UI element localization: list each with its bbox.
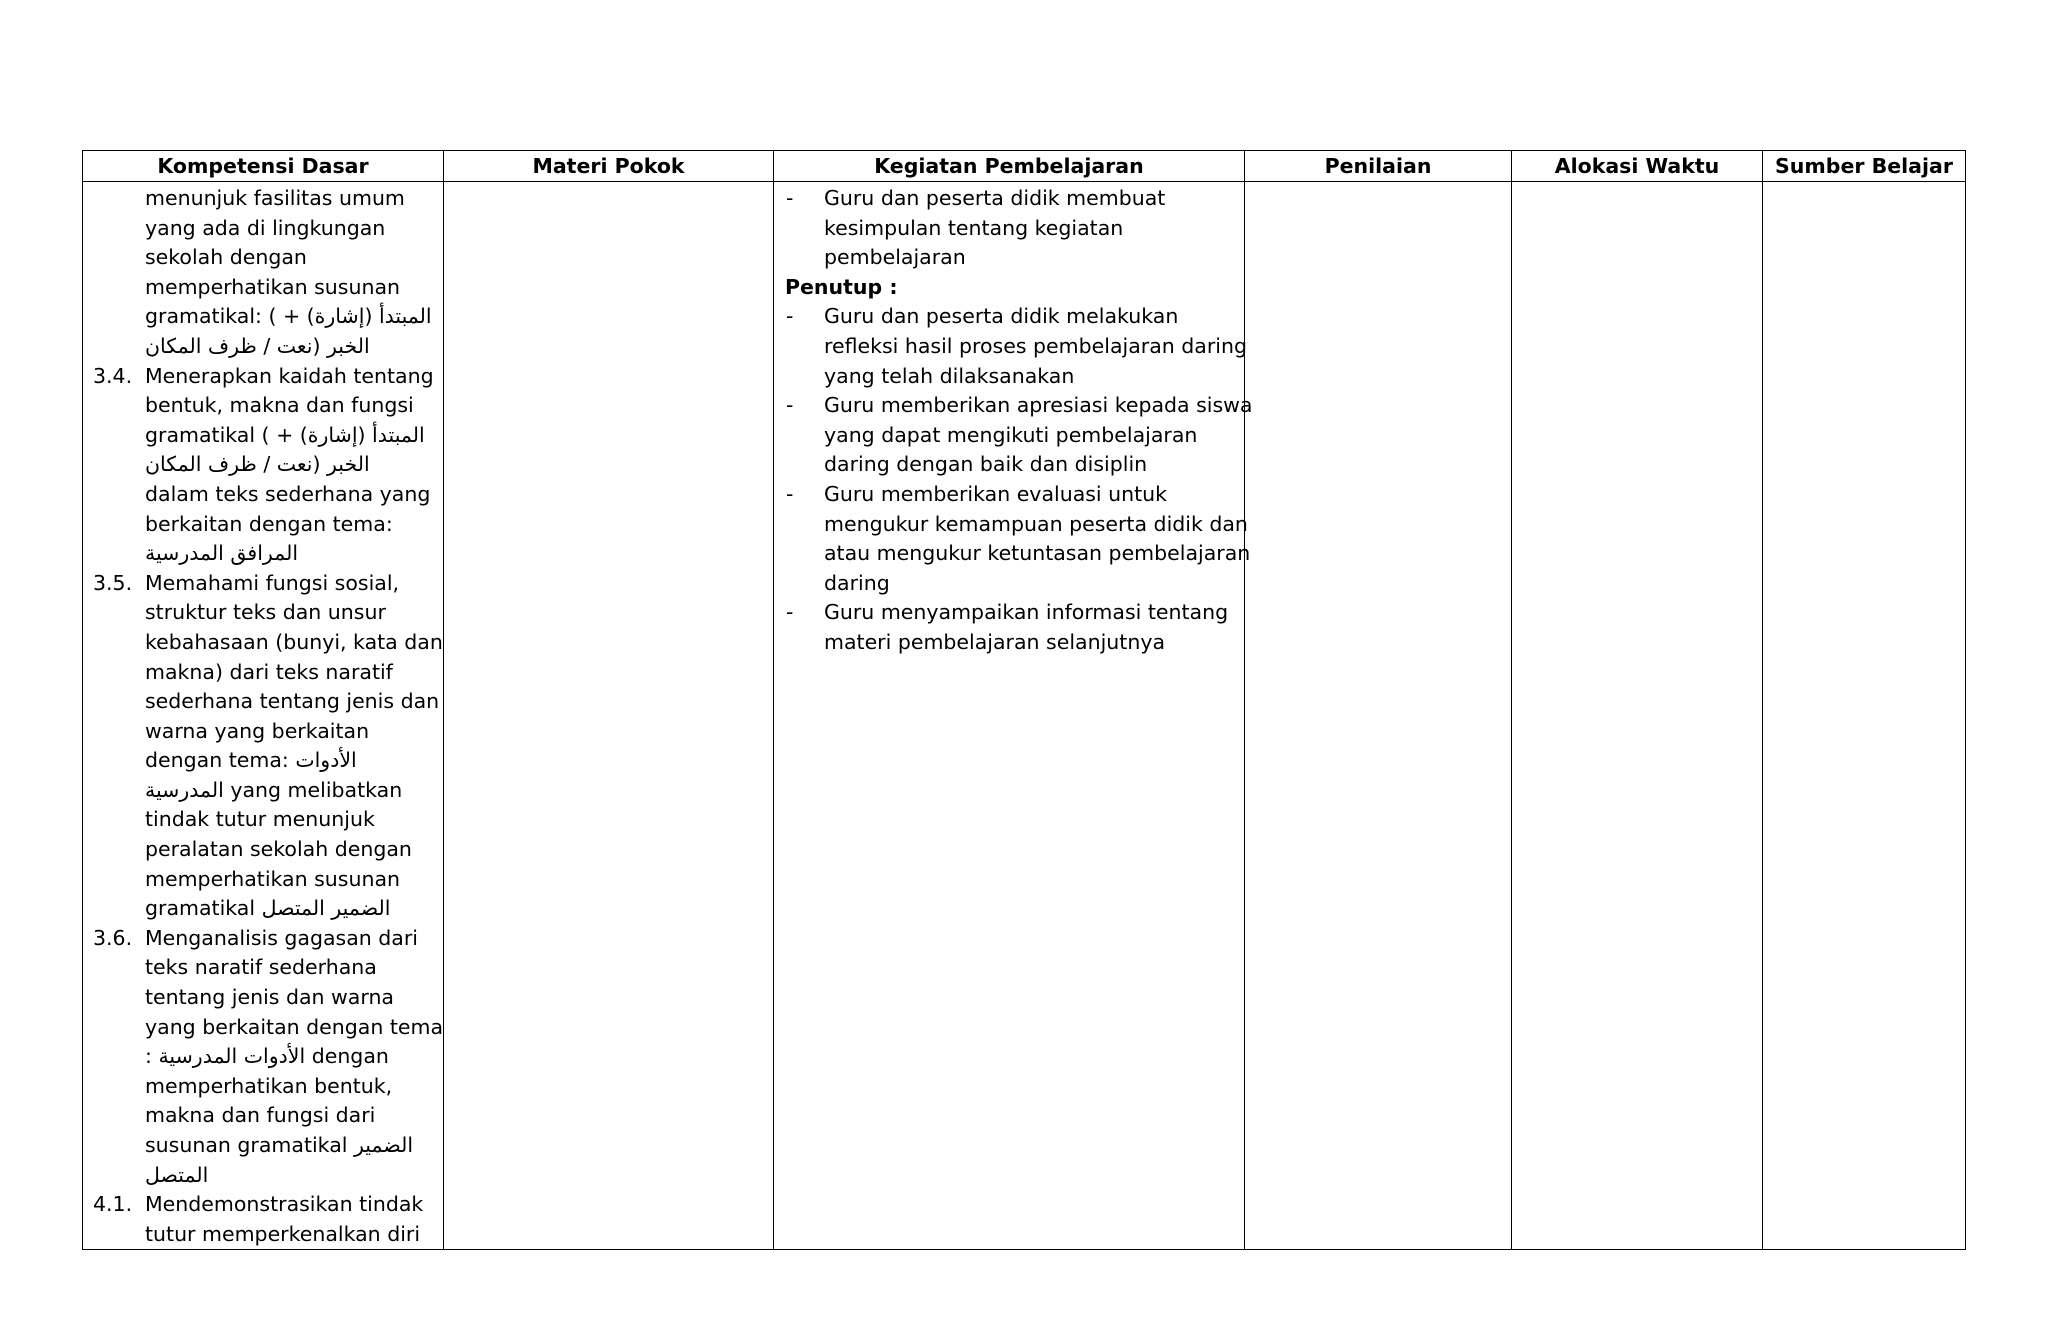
kd-text: dalam teks sederhana yang: [145, 481, 431, 506]
header-penilaian: Penilaian: [1245, 151, 1512, 182]
kd-text: kebahasaan (bunyi, kata dan: [145, 629, 443, 654]
activity-item-continuation: [774, 628, 1244, 658]
kd-text: yang berkaitan dengan tema: [145, 1014, 444, 1039]
kd-number: 3.6.: [93, 925, 133, 950]
kd-text: yang ada di lingkungan: [145, 215, 386, 240]
kd-line: [83, 391, 443, 421]
kd-text: المرافق المدرسية: [145, 541, 299, 566]
kd-line: [83, 1072, 443, 1102]
activity-item-continuation: [774, 243, 1244, 273]
activity-item-continuation: [774, 332, 1247, 362]
activity-item-continuation: [774, 569, 1244, 599]
kd-text: bentuk, makna dan fungsi: [145, 393, 414, 418]
materi-pokok-cell: [444, 182, 774, 1250]
kd-text: sederhana tentang jenis dan: [145, 689, 440, 714]
kd-text: memperhatikan bentuk,: [145, 1073, 393, 1098]
kd-text: tindak tutur menunjuk: [145, 807, 375, 832]
activity-text: daring dengan baik dan disiplin: [824, 452, 1148, 477]
penilaian-cell: [1245, 182, 1512, 1250]
kd-line: [83, 1161, 443, 1191]
activity-item: [774, 480, 1244, 510]
activity-text: refleksi hasil proses pembelajaran daring: [824, 333, 1247, 358]
kd-text: gramatikal ( + (إشارة) المبتدأ: [145, 422, 425, 447]
kd-text: memperhatikan susunan: [145, 274, 401, 299]
dash-bullet: -: [786, 481, 794, 506]
activity-text: Guru dan peserta didik melakukan: [824, 304, 1179, 329]
kd-line: [83, 184, 443, 214]
kd-line: [83, 273, 443, 303]
kd-line: [83, 835, 443, 865]
kd-text: peralatan sekolah dengan: [145, 837, 412, 862]
kd-line: [83, 332, 443, 362]
kd-text: struktur teks dan unsur: [145, 600, 386, 625]
kd-line: [83, 362, 443, 392]
kd-text: الخبر (نعت / ظرف المكان: [145, 452, 370, 477]
activity-text: daring: [824, 570, 890, 595]
kd-text: Menganalisis gagasan dari: [145, 925, 418, 950]
kd-line: [83, 865, 443, 895]
kompetensi-dasar-cell: [83, 182, 444, 1250]
kd-text: المدرسية yang melibatkan: [145, 777, 403, 802]
activity-item-continuation: [774, 214, 1244, 244]
activity-item-continuation: [774, 421, 1244, 451]
header-kegiatan-pembelajaran: Kegiatan Pembelajaran: [774, 151, 1245, 182]
kd-text: makna) dari teks naratif: [145, 659, 393, 684]
kd-line: [83, 243, 443, 273]
lesson-plan-table: [82, 150, 1966, 1250]
kd-text: dengan tema: الأدوات: [145, 748, 357, 773]
kd-line: [83, 1042, 443, 1072]
kd-text: warna yang berkaitan: [145, 718, 370, 743]
kd-text: memperhatikan susunan: [145, 866, 401, 891]
kd-text: Mendemonstrasikan tindak: [145, 1192, 424, 1217]
dash-bullet: -: [786, 393, 794, 418]
kd-line: [83, 1220, 443, 1250]
activity-text: pembelajaran: [824, 245, 966, 270]
kd-text: Memahami fungsi sosial,: [145, 570, 400, 595]
kd-line: [83, 953, 443, 983]
kd-text: الخبر (نعت / ظرف المكان: [145, 333, 370, 358]
activity-item-continuation: [774, 362, 1244, 392]
kd-line: [83, 658, 443, 688]
kd-text: menunjuk fasilitas umum: [145, 186, 405, 210]
dash-bullet: -: [786, 186, 794, 210]
kd-text: tentang jenis dan warna: [145, 985, 394, 1010]
kd-line: [83, 628, 443, 658]
kd-text: makna dan fungsi dari: [145, 1103, 376, 1128]
header-kompetensi-dasar: Kompetensi Dasar: [83, 151, 444, 182]
kd-line: [83, 805, 443, 835]
dash-bullet: -: [786, 600, 794, 625]
kd-line: [83, 480, 443, 510]
activity-text: yang dapat mengikuti pembelajaran: [824, 422, 1198, 447]
kd-line: [83, 983, 443, 1013]
alokasi-waktu-cell: [1512, 182, 1763, 1250]
kd-number: 4.1.: [93, 1192, 133, 1217]
kd-text: sekolah dengan: [145, 245, 307, 270]
header-alokasi-waktu: Alokasi Waktu: [1512, 151, 1763, 182]
sumber-belajar-cell: [1763, 182, 1966, 1250]
table-header-row: [83, 151, 1966, 182]
activity-text: Guru memberikan evaluasi untuk: [824, 481, 1168, 506]
activity-item-continuation: [774, 450, 1244, 480]
kd-line: [83, 1190, 443, 1220]
table-row: [83, 182, 1966, 1250]
kd-number: 3.5.: [93, 570, 133, 595]
kd-line: [83, 569, 443, 599]
kd-text: berkaitan dengan tema:: [145, 511, 393, 536]
kd-text: Menerapkan kaidah tentang: [145, 363, 434, 388]
kd-line: [83, 598, 443, 628]
kegiatan-pembelajaran-cell: [774, 182, 1253, 1250]
kd-text: gramatikal الضمير المتصل: [145, 896, 391, 921]
kd-line: [83, 302, 443, 332]
activity-item-continuation: [774, 539, 1251, 569]
kd-line: [83, 1101, 443, 1131]
kd-line: [83, 450, 443, 480]
kd-text: teks naratif sederhana: [145, 955, 377, 980]
kd-text: susunan gramatikal الضمير: [145, 1133, 414, 1157]
kd-line: [83, 894, 443, 924]
kd-line: [83, 510, 443, 540]
kd-line: [83, 539, 443, 569]
section-heading: Penutup :: [785, 274, 898, 299]
header-sumber-belajar: Sumber Belajar: [1763, 151, 1966, 182]
activity-item: [774, 184, 1244, 214]
kd-line: [83, 717, 443, 747]
activity-item: [774, 302, 1244, 332]
activity-text: Guru memberikan apresiasi kepada siswa: [824, 393, 1253, 418]
activity-text: Guru menyampaikan informasi tentang: [824, 600, 1229, 625]
activity-item: [774, 391, 1253, 421]
activity-text: atau mengukur ketuntasan pembelajaran: [824, 541, 1251, 566]
header-materi-pokok: Materi Pokok: [444, 151, 774, 182]
kd-text: gramatikal: ( + (إشارة) المبتدأ: [145, 304, 432, 329]
kd-line: [83, 421, 443, 451]
kd-line: [83, 214, 443, 244]
kd-line: [83, 776, 443, 806]
activity-item-continuation: [774, 510, 1248, 540]
kd-text: tutur memperkenalkan diri: [145, 1221, 421, 1246]
kd-text: المتصل: [145, 1162, 209, 1187]
kd-line: [83, 1013, 443, 1043]
activity-text: yang telah dilaksanakan: [824, 363, 1075, 388]
activity-item: [774, 598, 1244, 628]
kd-number: 3.4.: [93, 363, 133, 388]
activity-text: mengukur kemampuan peserta didik dan: [824, 511, 1248, 536]
dash-bullet: -: [786, 304, 794, 329]
kd-line: [83, 746, 443, 776]
activity-text: materi pembelajaran selanjutnya: [824, 629, 1166, 654]
kd-line: [83, 924, 443, 954]
kd-line: [83, 687, 443, 717]
kd-text: : الأدوات المدرسية dengan: [145, 1044, 389, 1069]
activity-text: Guru dan peserta didik membuat: [824, 186, 1166, 210]
kd-line: [83, 1131, 443, 1161]
activity-text: kesimpulan tentang kegiatan: [824, 215, 1124, 240]
